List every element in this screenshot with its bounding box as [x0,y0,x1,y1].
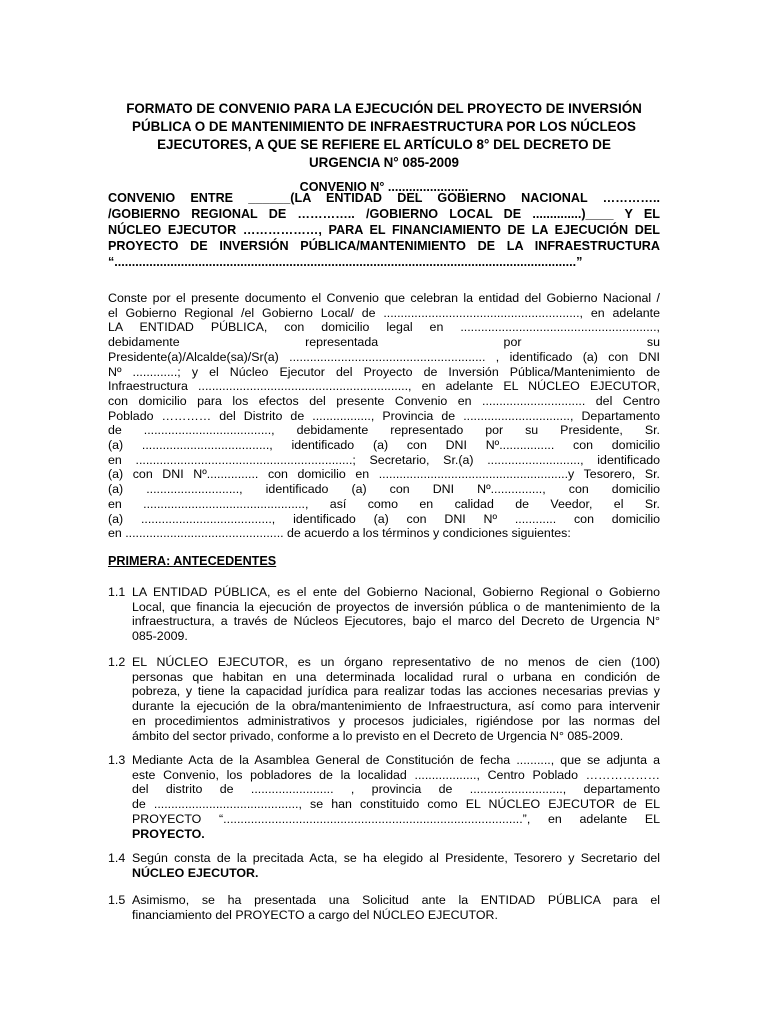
item-number: 1.5 [108,893,126,907]
item-line: NÚCLEO EJECUTOR. [132,865,259,880]
intro-line: Presidente(a)/Alcalde(sa)/Sr(a) ......................................................... , identificado (a) con DNI [108,349,660,364]
intro-line: el Gobierno Regional /el Gobierno Local/ de ........................................................., en adelante [108,305,660,320]
item-line: este Convenio, los pobladores de la localidad .................., Centro Poblado ……………… [132,767,660,782]
intro-line: (a) ......................................, identificado (a) con DNI Nº ............ con domicilio [108,511,660,526]
intro-line: Infraestructura ............................................................., en adelante EL NÚCLEO EJECUTOR, [108,379,660,394]
item-line: LA ENTIDAD PÚBLICA, es el ente del Gobierno Nacional, Gobierno Regional o Gobierno [132,585,660,599]
convenio-header-line: CONVENIO ENTRE ______(LA ENTIDAD DEL GOBIERNO NACIONAL ………….. [108,191,660,205]
item-number: 1.3 [108,753,126,767]
item-text [132,893,660,922]
convenio-header-line: PROYECTO DE INVERSIÓN PÚBLICA/MANTENIMIENTO DE LA INFRAESTRUCTURA [108,239,660,253]
section-heading: PRIMERA: ANTECEDENTES [108,554,277,568]
intro-line: en ..............................................., así como en calidad de Veedor, el Sr. [108,496,660,511]
title-line: EJECUTORES, A QUE SE REFIERE EL ARTÍCULO 8° DEL DECRETO DE [157,137,611,152]
intro-line: en ...............................................................; Secretario, Sr.(a) ..........................., identificado [108,452,660,467]
item-line: de .........................................., se han constituido como EL NÚCLEO EJECUTOR de EL [132,797,660,812]
intro-line: de ....................................., debidamente representado por su Presidente, Sr. [108,423,660,438]
item-number: 1.2 [108,655,126,669]
item-line: del distrito de ........................ , provincia de ..........................., departamento [132,782,660,797]
intro-line: Nº .............; y el Núcleo Ejecutor del Proyecto de Inversión Pública/Mantenimiento de [108,364,660,379]
item-line: durante la ejecución de la obra/mantenimiento de Infraestructura, así como para intervenir [132,699,660,714]
item-number: 1.4 [108,851,126,865]
item-line: financiamiento del PROYECTO a cargo del NÚCLEO EJECUTOR. [132,907,498,922]
intro-line: Poblado ………… del Distrito de ................., Provincia de ..............................., Departamento [108,408,660,423]
item-text [132,753,660,841]
convenio-header-line: NÚCLEO EJECUTOR ………………, PARA EL FINANCIAMIENTO DE LA EJECUCIÓN DEL [108,223,660,237]
intro-line: debidamente representada por su [108,335,660,350]
title-line: URGENCIA N° 085-2009 [309,155,459,170]
intro-line: (a) ....................................., identificado (a) con DNI Nº................ con domicilio [108,438,660,453]
document-title [108,100,660,172]
item-line: PROYECTO. [132,826,205,841]
item-text [132,851,660,880]
item-line: infraestructura, a través de Núcleos Ejecutores, bajo el marco del Decreto de Urgencia N° [132,614,660,629]
item-line: EL NÚCLEO EJECUTOR, es un órgano representativo de no menos de cien (100) [132,655,660,669]
item-text [132,585,660,644]
item-line: 085-2009. [132,629,188,644]
intro-line: (a) ..........................., identificado (a) con DNI Nº..............., con domicilio [108,482,660,497]
intro-line: Conste por el presente documento el Convenio que celebran la entidad del Gobierno Nacional / [108,291,660,305]
item-line: Local, que financia la ejecución de proyectos de inversión pública o de mantenimiento de la [132,599,660,614]
item-line: PROYECTO “.......................................................................................”, en adelante EL [132,811,660,826]
item-line: pobreza, y tiene la capacidad jurídica para realizar todas las acciones necesarias previas y [132,684,660,699]
intro-paragraph [108,291,660,541]
title-line: FORMATO DE CONVENIO PARA LA EJECUCIÓN DEL PROYECTO DE INVERSIÓN [126,101,642,116]
convenio-header-line: “....................................................................................................................................” [108,255,583,269]
convenio-header-line: /GOBIERNO REGIONAL DE ………….. /GOBIERNO LOCAL DE ..............)____ Y EL [108,207,660,221]
item-line: ámbito del sector privado, conforme a lo previsto en el Decreto de Urgencia N° 085-2009. [132,728,624,743]
item-line: Asimismo, se ha presentada una Solicitud ante la ENTIDAD PÚBLICA para el [132,893,660,907]
convenio-number: CONVENIO N° ....................... [299,180,469,194]
intro-line: (a) con DNI Nº............... con domicilio en .......................................................y Tesorero, Sr. [108,467,660,482]
item-number: 1.1 [108,585,126,599]
intro-line: con domicilio para los efectos del presente Convenio en .............................. del Centro [108,393,660,408]
item-line: personas que habitan en una determinada localidad rural o urbana en condición de [132,669,660,684]
item-line: Según consta de la precitada Acta, se ha elegido al Presidente, Tesorero y Secretario del [132,851,660,865]
convenio-header [108,190,660,270]
item-line: en procedimientos administrativos y procesos judiciales, rigiéndose por las normas del [132,713,660,728]
item-text [132,655,660,743]
title-line: PÚBLICA O DE MANTENIMIENTO DE INFRAESTRUCTURA POR LOS NÚCLEOS [132,119,636,134]
intro-line: en .............................................. de acuerdo a los términos y condiciones siguientes: [108,526,571,541]
intro-line: LA ENTIDAD PÚBLICA, con domicilio legal en ........................................................., [108,320,660,335]
item-line: Mediante Acta de la Asamblea General de Constitución de fecha .........., que se adjunta a [132,753,660,767]
